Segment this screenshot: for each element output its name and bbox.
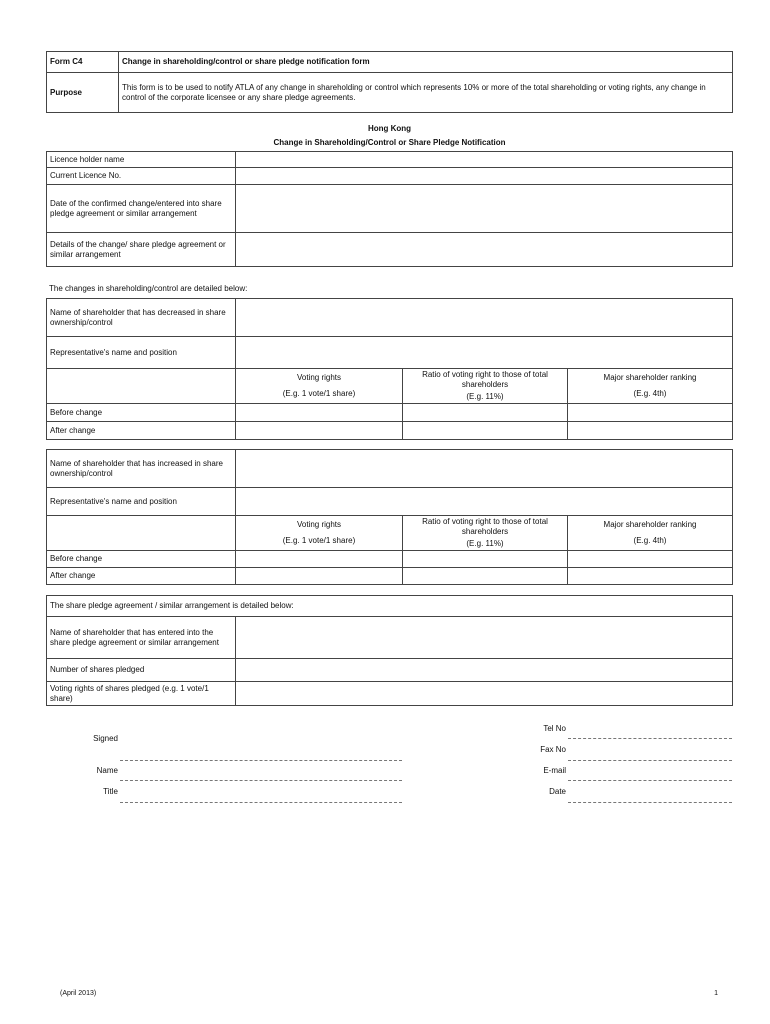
name-line[interactable]	[120, 780, 402, 781]
col-title: Voting rights	[296, 520, 342, 529]
decrease-after-label: After change	[47, 422, 236, 440]
col-title: Ratio of voting right to those of total shareholders	[422, 370, 548, 389]
change-date-field[interactable]	[236, 185, 733, 233]
decrease-table	[46, 298, 733, 440]
tel-label: Tel No	[543, 724, 566, 733]
header-table	[46, 51, 733, 113]
change-details-label: Details of the change/ share pledge agreement or similar arrangement	[47, 233, 236, 267]
pledge-name-field[interactable]	[236, 617, 733, 659]
increase-before-label: Before change	[47, 551, 236, 568]
fax-label: Fax No	[540, 745, 566, 754]
pledge-voting-field[interactable]	[236, 682, 733, 706]
decrease-col-voting	[236, 369, 403, 404]
increase-col-ranking	[568, 516, 733, 551]
decrease-after-ratio[interactable]	[403, 422, 568, 440]
col-title: Ratio of voting right to those of total shareholders	[422, 517, 548, 536]
title-line[interactable]	[120, 802, 402, 803]
pledge-table	[46, 595, 733, 706]
licence-no-label: Current Licence No.	[47, 168, 236, 185]
licence-holder-label: Licence holder name	[47, 152, 236, 168]
signed-label: Signed	[93, 734, 118, 743]
increase-rep-label: Representative's name and position	[47, 488, 236, 516]
increase-after-ratio[interactable]	[403, 568, 568, 585]
title-line1: Hong Kong	[367, 124, 412, 133]
col-example: (E.g. 4th)	[633, 389, 667, 398]
decrease-header-blank	[47, 369, 236, 404]
col-example: (E.g. 4th)	[633, 536, 667, 545]
increase-header-blank	[47, 516, 236, 551]
change-date-label: Date of the confirmed change/entered into share pledge agreement or similar arrangement	[47, 185, 236, 233]
licence-table	[46, 151, 733, 267]
footer-date: (April 2013)	[60, 990, 97, 997]
decrease-before-ratio[interactable]	[403, 404, 568, 422]
increase-name-field[interactable]	[236, 450, 733, 488]
change-details-field[interactable]	[236, 233, 733, 267]
increase-before-voting[interactable]	[236, 551, 403, 568]
decrease-before-ranking[interactable]	[568, 404, 733, 422]
date-label: Date	[549, 787, 566, 796]
page-number: 1	[714, 990, 718, 997]
pledge-voting-label: Voting rights of shares pledged (e.g. 1 vote/1 share)	[47, 682, 236, 706]
col-title: Voting rights	[296, 373, 342, 382]
decrease-rep-field[interactable]	[236, 337, 733, 369]
signed-line[interactable]	[120, 760, 402, 761]
decrease-after-ranking[interactable]	[568, 422, 733, 440]
form-title: Change in shareholding/control or share pledge notification form	[119, 52, 733, 73]
increase-after-label: After change	[47, 568, 236, 585]
decrease-before-label: Before change	[47, 404, 236, 422]
increase-table	[46, 449, 733, 585]
purpose-text: This form is to be used to notify ATLA of any change in shareholding or control which represents 10% or more of the total shareholding or voting rights, any change in control of the corporate licensee or any share pledge agreements.	[119, 73, 733, 113]
increase-col-voting	[236, 516, 403, 551]
email-line[interactable]	[568, 780, 732, 781]
increase-before-ratio[interactable]	[403, 551, 568, 568]
licence-no-field[interactable]	[236, 168, 733, 185]
col-title: Major shareholder ranking	[603, 373, 697, 382]
col-example: (E.g. 1 vote/1 share)	[282, 536, 356, 545]
pledge-shares-field[interactable]	[236, 659, 733, 682]
decrease-col-ratio	[403, 369, 568, 404]
increase-rep-field[interactable]	[236, 488, 733, 516]
decrease-name-field[interactable]	[236, 299, 733, 337]
changes-intro: The changes in shareholding/control are detailed below:	[49, 284, 248, 293]
decrease-col-ranking	[568, 369, 733, 404]
increase-after-ranking[interactable]	[568, 568, 733, 585]
decrease-name-label: Name of shareholder that has decreased in share ownership/control	[47, 299, 236, 337]
decrease-before-voting[interactable]	[236, 404, 403, 422]
pledge-name-label: Name of shareholder that has entered into the share pledge agreement or similar arrangement	[47, 617, 236, 659]
title-label: Title	[103, 787, 118, 796]
decrease-rep-label: Representative's name and position	[47, 337, 236, 369]
col-example: (E.g. 11%)	[466, 539, 504, 548]
tel-line[interactable]	[568, 738, 732, 739]
fax-line[interactable]	[568, 760, 732, 761]
date-line[interactable]	[568, 802, 732, 803]
increase-before-ranking[interactable]	[568, 551, 733, 568]
form-label: Form C4	[47, 52, 119, 73]
decrease-after-voting[interactable]	[236, 422, 403, 440]
pledge-intro: The share pledge agreement / similar arrangement is detailed below:	[47, 596, 733, 617]
licence-holder-field[interactable]	[236, 152, 733, 168]
purpose-label: Purpose	[47, 73, 119, 113]
increase-name-label: Name of shareholder that has increased in share ownership/control	[47, 450, 236, 488]
pledge-shares-label: Number of shares pledged	[47, 659, 236, 682]
col-example: (E.g. 1 vote/1 share)	[282, 389, 356, 398]
col-example: (E.g. 11%)	[466, 392, 504, 401]
name-label: Name	[96, 766, 118, 775]
col-title: Major shareholder ranking	[603, 520, 697, 529]
increase-col-ratio	[403, 516, 568, 551]
email-label: E-mail	[543, 766, 566, 775]
increase-after-voting[interactable]	[236, 568, 403, 585]
page-title: Change in Shareholding/Control or Share Pledge Notification	[273, 138, 506, 147]
